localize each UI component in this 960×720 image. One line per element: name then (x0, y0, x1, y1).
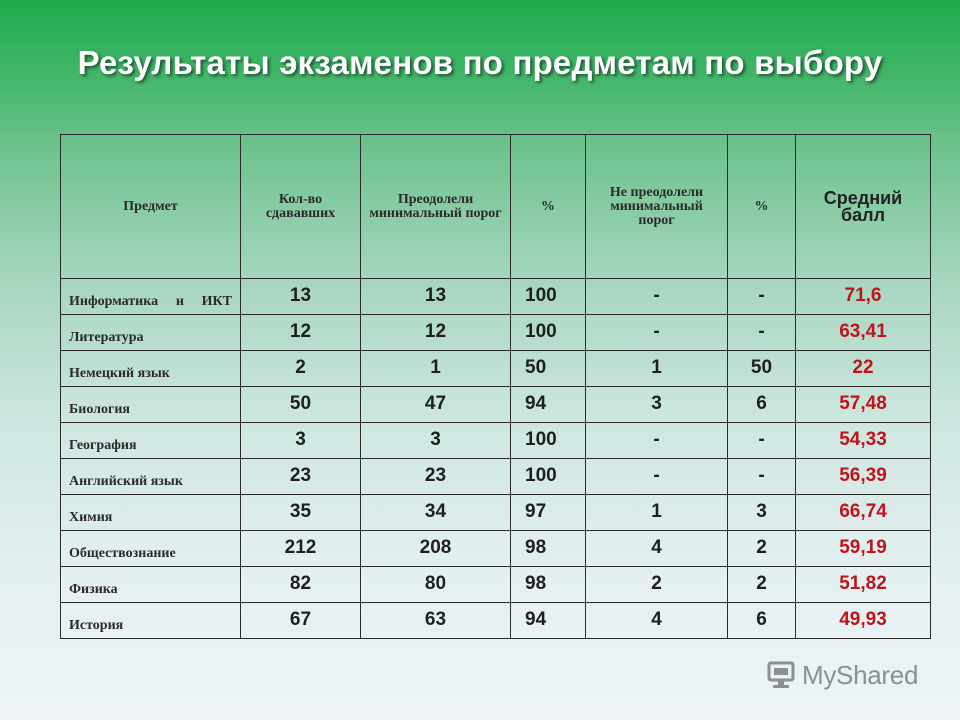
cell-passed: 1 (361, 351, 511, 387)
slide-title: Результаты экзаменов по предметам по выбору (77, 44, 883, 81)
table-row (61, 531, 931, 567)
cell-subject: Английский язык (61, 459, 241, 495)
table-row (61, 423, 931, 459)
cell-failed: - (586, 279, 728, 315)
cell-passed-pct: 100 (511, 459, 586, 495)
table-row (61, 351, 931, 387)
cell-average: 59,19 (796, 531, 931, 567)
cell-count: 212 (241, 531, 361, 567)
cell-average: 49,93 (796, 603, 931, 639)
cell-average: 56,39 (796, 459, 931, 495)
cell-failed: 3 (586, 387, 728, 423)
cell-average: 54,33 (796, 423, 931, 459)
cell-count: 67 (241, 603, 361, 639)
cell-passed-pct: 98 (511, 531, 586, 567)
cell-passed: 47 (361, 387, 511, 423)
cell-failed-pct: - (728, 279, 796, 315)
cell-subject: Физика (61, 567, 241, 603)
cell-failed-pct: 6 (728, 603, 796, 639)
monitor-logo-icon (766, 660, 798, 690)
cell-subject: Литература (61, 315, 241, 351)
cell-average: 63,41 (796, 315, 931, 351)
table-row (61, 315, 931, 351)
cell-count: 35 (241, 495, 361, 531)
cell-failed: 1 (586, 351, 728, 387)
cell-passed: 208 (361, 531, 511, 567)
cell-count: 3 (241, 423, 361, 459)
cell-failed-pct: - (728, 423, 796, 459)
cell-subject: Немецкий язык (61, 351, 241, 387)
cell-subject: География (61, 423, 241, 459)
cell-average: 57,48 (796, 387, 931, 423)
cell-passed: 12 (361, 315, 511, 351)
cell-passed-pct: 97 (511, 495, 586, 531)
cell-count: 12 (241, 315, 361, 351)
cell-count: 2 (241, 351, 361, 387)
cell-average: 66,74 (796, 495, 931, 531)
cell-failed-pct: - (728, 315, 796, 351)
header-failed-pct: % (728, 135, 796, 279)
table-row (61, 603, 931, 639)
table-row (61, 387, 931, 423)
header-average: Средний балл (796, 135, 931, 279)
cell-passed: 3 (361, 423, 511, 459)
cell-failed: 4 (586, 603, 728, 639)
cell-passed-pct: 94 (511, 387, 586, 423)
cell-failed-pct: 6 (728, 387, 796, 423)
cell-count: 13 (241, 279, 361, 315)
cell-failed: 4 (586, 531, 728, 567)
cell-failed: 2 (586, 567, 728, 603)
table-row (61, 567, 931, 603)
cell-subject: Информатика и ИКТ (61, 279, 241, 315)
header-passed: Преодолели минимальный порог (361, 135, 511, 279)
cell-passed: 34 (361, 495, 511, 531)
table-header-row (61, 135, 931, 279)
cell-average: 22 (796, 351, 931, 387)
cell-count: 82 (241, 567, 361, 603)
header-passed-pct: % (511, 135, 586, 279)
myshared-watermark (766, 655, 926, 695)
cell-failed: - (586, 315, 728, 351)
cell-failed-pct: 50 (728, 351, 796, 387)
cell-subject: История (61, 603, 241, 639)
cell-passed: 13 (361, 279, 511, 315)
cell-failed-pct: - (728, 459, 796, 495)
cell-subject: Биология (61, 387, 241, 423)
cell-failed: - (586, 423, 728, 459)
cell-passed: 80 (361, 567, 511, 603)
cell-failed-pct: 2 (728, 567, 796, 603)
header-count: Кол-во сдававших (241, 135, 361, 279)
cell-failed-pct: 3 (728, 495, 796, 531)
header-subject: Предмет (61, 135, 241, 279)
cell-subject: Химия (61, 495, 241, 531)
cell-average: 51,82 (796, 567, 931, 603)
cell-failed-pct: 2 (728, 531, 796, 567)
table-row (61, 279, 931, 315)
results-table (60, 134, 931, 639)
cell-count: 50 (241, 387, 361, 423)
cell-average: 71,6 (796, 279, 931, 315)
cell-passed-pct: 100 (511, 279, 586, 315)
cell-passed-pct: 100 (511, 423, 586, 459)
cell-count: 23 (241, 459, 361, 495)
watermark-text: MyShared (802, 659, 919, 690)
table-row (61, 495, 931, 531)
cell-passed: 23 (361, 459, 511, 495)
cell-failed: 1 (586, 495, 728, 531)
cell-passed-pct: 50 (511, 351, 586, 387)
cell-subject: Обществознание (61, 531, 241, 567)
cell-passed-pct: 94 (511, 603, 586, 639)
cell-passed-pct: 98 (511, 567, 586, 603)
table-row (61, 459, 931, 495)
cell-passed: 63 (361, 603, 511, 639)
cell-passed-pct: 100 (511, 315, 586, 351)
cell-failed: - (586, 459, 728, 495)
header-failed: Не преодолели минимальный порог (586, 135, 728, 279)
